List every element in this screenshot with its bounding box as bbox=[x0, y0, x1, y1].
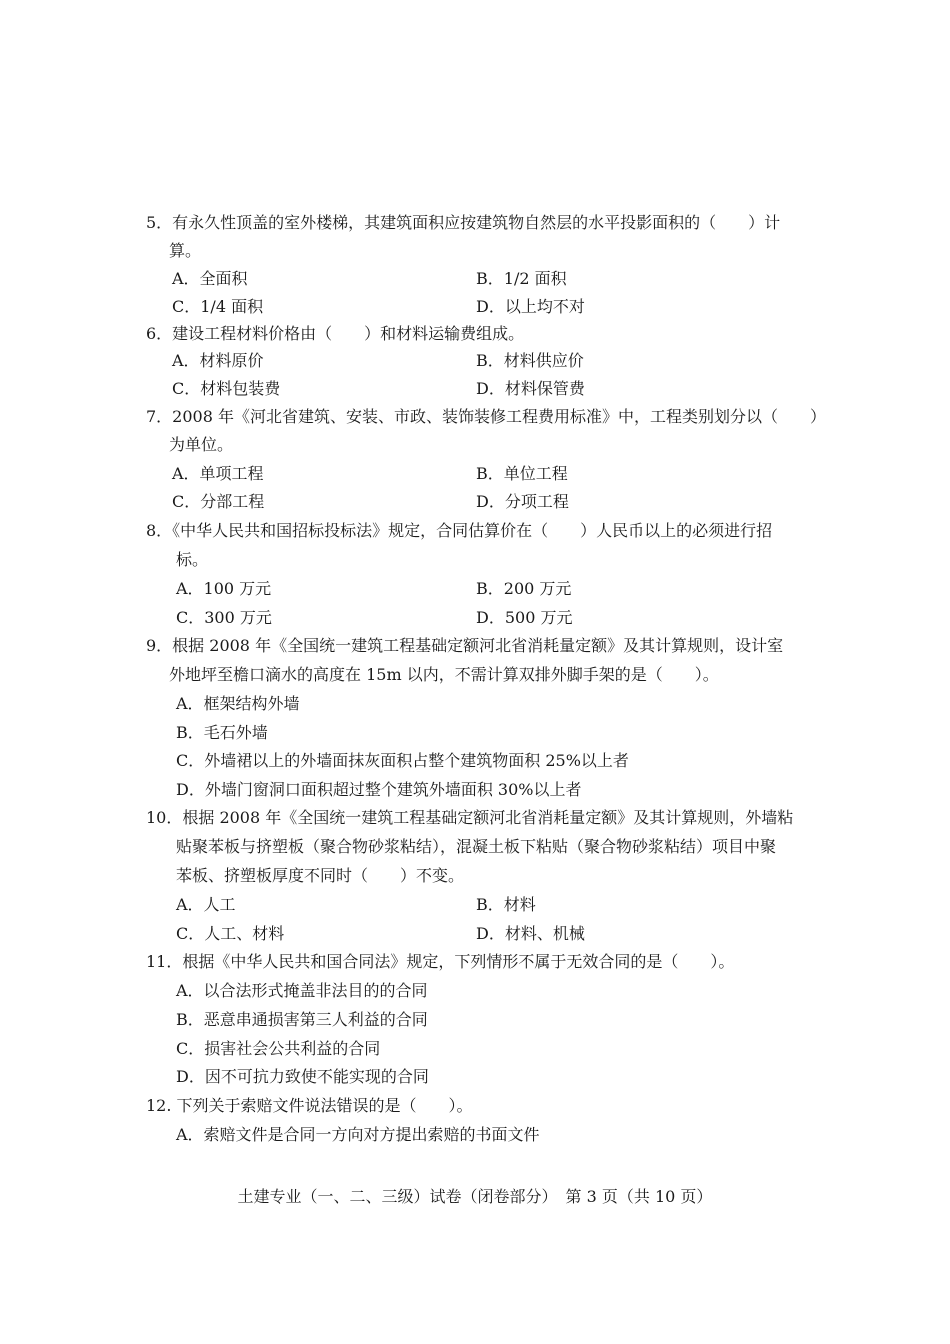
q10-option-c: C．人工、材料 bbox=[176, 924, 285, 943]
q10-line-2: 贴聚苯板与挤塑板（聚合物砂浆粘结），混凝土板下粘贴（聚合物砂浆粘结）项目中聚 bbox=[176, 837, 777, 856]
q9-option-d: D．外墙门窗洞口面积超过整个建筑外墙面积 30%以上者 bbox=[176, 780, 582, 799]
q10-line-1: 10．根据 2008 年《全国统一建筑工程基础定额河北省消耗量定额》及其计算规则，外墙粘 bbox=[146, 808, 794, 827]
q9-option-c: C．外墙裙以上的外墙面抹灰面积占整个建筑物面积 25%以上者 bbox=[176, 751, 629, 770]
q10-line-3: 苯板、挤塑板厚度不同时（ ）不变。 bbox=[176, 866, 465, 885]
q7-option-d: D．分项工程 bbox=[476, 492, 569, 511]
q5-line-2: 算。 bbox=[169, 241, 202, 260]
q9-option-a: A．框架结构外墙 bbox=[176, 694, 300, 713]
q7-line-1: 7．2008 年《河北省建筑、安装、市政、装饰装修工程费用标准》中，工程类别划分以（ ） bbox=[146, 407, 826, 426]
q9-option-b: B．毛石外墙 bbox=[176, 723, 268, 742]
q10-option-a: A．人工 bbox=[176, 895, 236, 914]
q12-option-a: A．索赔文件是合同一方向对方提出索赔的书面文件 bbox=[176, 1125, 540, 1144]
q7-option-b: B．单位工程 bbox=[476, 464, 568, 483]
q6-option-d: D．材料保管费 bbox=[476, 379, 585, 398]
q10-option-d: D．材料、机械 bbox=[476, 924, 585, 943]
q11-option-a: A．以合法形式掩盖非法目的的合同 bbox=[176, 981, 428, 1000]
q11-option-b: B．恶意串通损害第三人利益的合同 bbox=[176, 1010, 428, 1029]
q11-line-1: 11．根据《中华人民共和国合同法》规定，下列情形不属于无效合同的是（ ）。 bbox=[146, 952, 735, 971]
q7-line-2: 为单位。 bbox=[169, 435, 234, 454]
q8-line-2: 标。 bbox=[176, 550, 209, 569]
q10-option-b: B．材料 bbox=[476, 895, 536, 914]
q8-option-a: A．100 万元 bbox=[176, 579, 272, 598]
q6-option-b: B．材料供应价 bbox=[476, 351, 584, 370]
page-footer: 土建专业（一、二、三级）试卷（闭卷部分） 第 3 页（共 10 页） bbox=[237, 1187, 713, 1206]
q11-option-d: D．因不可抗力致使不能实现的合同 bbox=[176, 1067, 429, 1086]
q11-option-c: C．损害社会公共利益的合同 bbox=[176, 1039, 381, 1058]
q7-option-a: A．单项工程 bbox=[172, 464, 264, 483]
q9-line-2: 外地坪至檐口滴水的高度在 15m 以内，不需计算双排外脚手架的是（ ）。 bbox=[169, 665, 719, 684]
q8-option-c: C．300 万元 bbox=[176, 608, 272, 627]
q5-option-c: C．1/4 面积 bbox=[172, 297, 264, 316]
q6-option-a: A．材料原价 bbox=[172, 351, 264, 370]
q5-option-d: D．以上均不对 bbox=[476, 297, 585, 316]
q8-option-d: D．500 万元 bbox=[476, 608, 573, 627]
q6-option-c: C．材料包装费 bbox=[172, 379, 281, 398]
q7-option-c: C．分部工程 bbox=[172, 492, 265, 511]
q5-option-a: A．全面积 bbox=[172, 269, 248, 288]
q8-line-1: 8．《中华人民共和国招标投标法》规定，合同估算价在（ ）人民币以上的必须进行招 bbox=[146, 521, 773, 540]
q9-line-1: 9．根据 2008 年《全国统一建筑工程基础定额河北省消耗量定额》及其计算规则，设计室 bbox=[146, 636, 784, 655]
q12-line-1: 12. 下列关于索赔文件说法错误的是（ ）。 bbox=[146, 1096, 473, 1115]
q5-option-b: B．1/2 面积 bbox=[476, 269, 567, 288]
q8-option-b: B．200 万元 bbox=[476, 579, 572, 598]
q5-line-1: 5．有永久性顶盖的室外楼梯，其建筑面积应按建筑物自然层的水平投影面积的（ ）计 bbox=[146, 213, 781, 232]
q6-line-1: 6．建设工程材料价格由（ ）和材料运输费组成。 bbox=[146, 324, 525, 343]
